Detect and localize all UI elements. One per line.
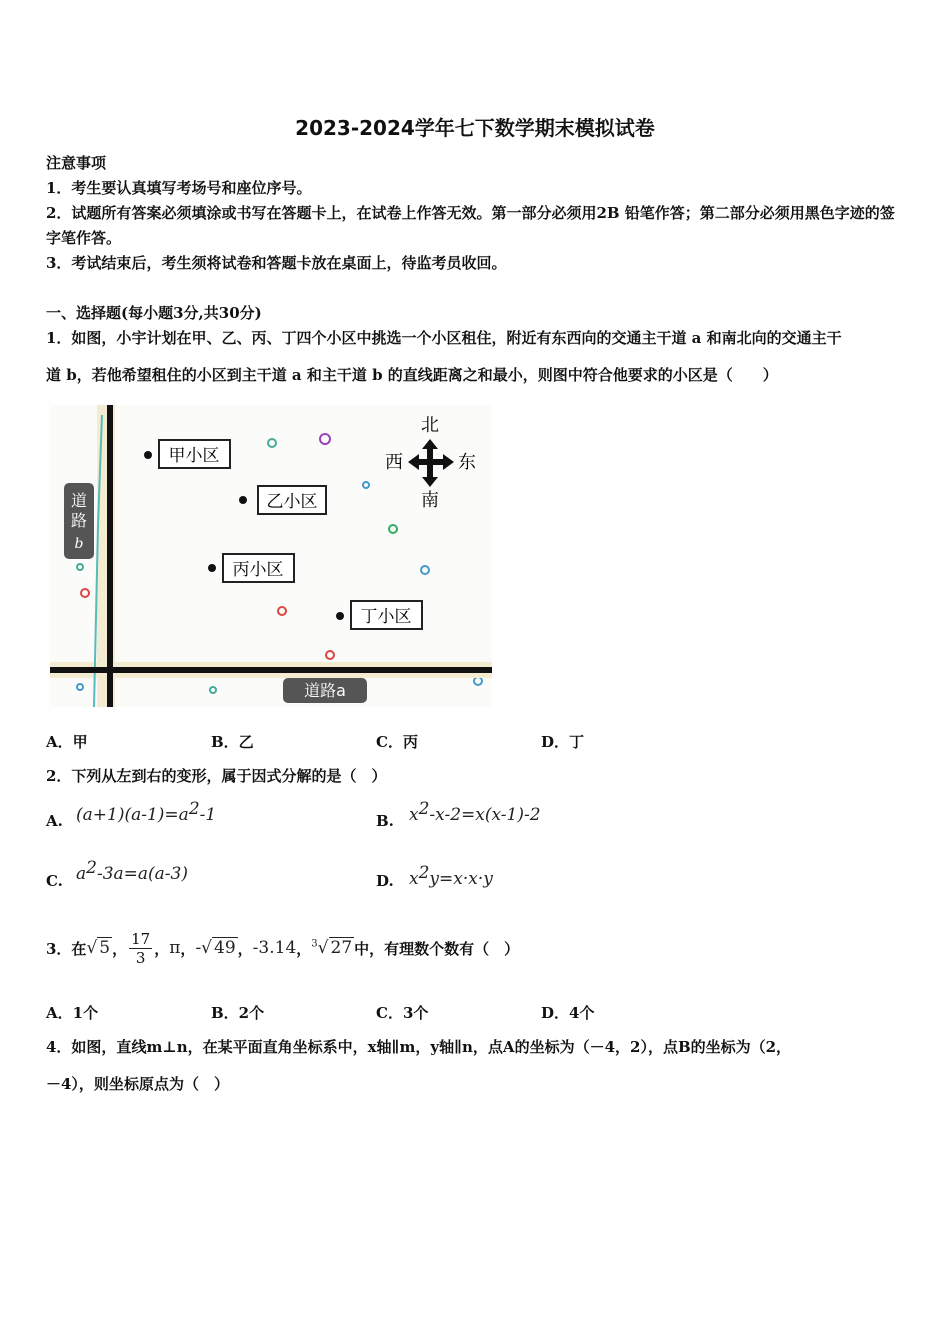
notice-heading: 注意事项 — [46, 154, 107, 172]
q1-map-figure — [50, 405, 492, 707]
compass-south: 南 — [421, 490, 439, 511]
compass-east: 东 — [458, 452, 476, 473]
district-yi-label: 乙小区 — [266, 492, 318, 512]
road-a-line — [50, 667, 492, 673]
q2-option-b: $x^2-x-2=x(x-1)-2$ — [409, 799, 541, 825]
q3-option-c: C．3个 — [376, 1004, 429, 1022]
q2-label-d: D. — [376, 872, 394, 890]
compass-west: 西 — [385, 452, 403, 473]
page-title: 2023-2024学年七下数学期末模拟试卷 — [295, 116, 655, 140]
q3-option-a: A．1个 — [46, 1004, 99, 1022]
road-b-label-char2: 路 — [70, 511, 88, 530]
q4-text-line1: 4．如图，直线m⊥n，在某平面直角坐标系中，x轴∥m，y轴∥n，点A的坐标为（－4，2），点B的坐标为（2， — [46, 1038, 792, 1056]
q1-option-c: C．丙 — [376, 733, 418, 751]
compass-north: 北 — [421, 415, 439, 436]
q2-label-a: A. — [46, 812, 63, 830]
q4-text-line2: －4），则坐标原点为（ ） — [46, 1075, 229, 1093]
road-b-label-char1: 道 — [70, 491, 88, 510]
q2-text: 2．下列从左到右的变形，属于因式分解的是（ ） — [46, 767, 387, 785]
road-b-line — [107, 405, 113, 707]
q2-label-b: B. — [376, 812, 394, 830]
district-ding-dot — [336, 612, 344, 620]
notice-item-1: 1．考生要认真填写考场号和座位序号。 — [46, 179, 312, 197]
q1-text-line2: 道 b，若他希望租住的小区到主干道 a 和主干道 b 的直线距离之和最小，则图中符合他要求的小区是（ ） — [46, 366, 778, 384]
road-a-label: 道路a — [304, 681, 346, 700]
district-bing-label: 丙小区 — [232, 560, 284, 580]
q2-label-c: C. — [46, 872, 63, 890]
q2-option-d: $x^2y=x\cdot x\cdot y$ — [409, 863, 493, 889]
q3-option-d: D．4个 — [541, 1004, 595, 1022]
section-heading: 一、选择题(每小题3分,共30分) — [46, 304, 262, 322]
q2-option-c: $a^2-3a=a(a-3)$ — [76, 858, 189, 884]
q3-option-b: B．2个 — [211, 1004, 265, 1022]
district-jia-label: 甲小区 — [168, 446, 220, 466]
q1-option-b: B．乙 — [211, 733, 254, 751]
q1-option-a: A．甲 — [46, 733, 88, 751]
q1-option-d: D．丁 — [541, 733, 585, 751]
q1-text-line1: 1．如图，小宇计划在甲、乙、丙、丁四个小区中挑选一个小区租住，附近有东西向的交通主干道 a 和南北向的交通主干 — [46, 329, 842, 347]
notice-item-3: 3．考试结束后，考生须将试卷和答题卡放在桌面上，待监考员收回。 — [46, 254, 507, 272]
q2-option-a: $(a+1)(a-1)=a^2-1$ — [76, 799, 217, 825]
notice-item-2: 2．试题所有答案必须填涂或书写在答题卡上，在试卷上作答无效。第一部分必须用2B 铅笔作答；第二部分必须用黑色字迹的签字笔作答。 — [46, 204, 895, 247]
district-ding-label: 丁小区 — [360, 607, 412, 627]
road-b-label-char3: b — [74, 536, 84, 552]
district-yi-dot — [239, 496, 247, 504]
district-jia-dot — [144, 451, 152, 459]
district-bing-dot — [208, 564, 216, 572]
q3-text: 3．在 √ 5 ， $\frac{17}{3}$ ， π ， -√ 49 ， -3.14 ， $^3$√ 27 中，有理数个数有（ ） — [46, 929, 520, 967]
